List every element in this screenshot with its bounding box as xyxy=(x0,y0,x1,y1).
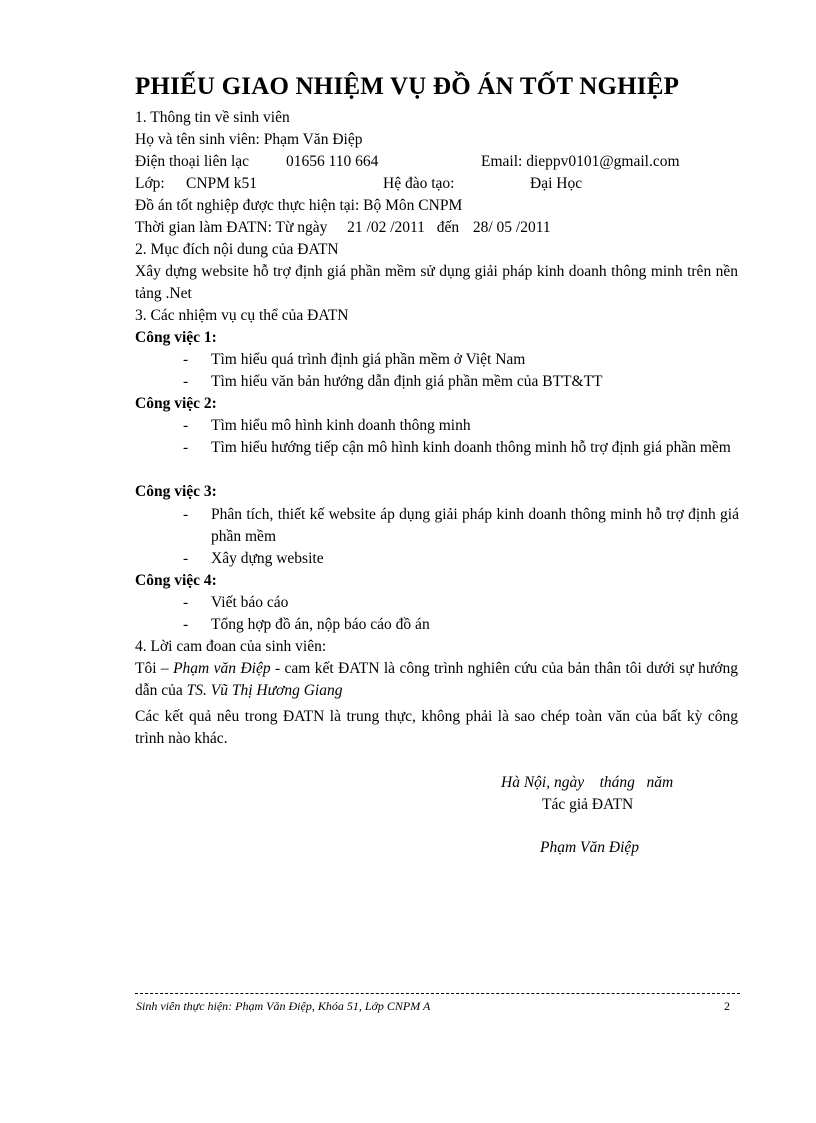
bullet-dash: - xyxy=(183,439,189,456)
task4-item2: Tổng hợp đồ án, nộp báo cáo đồ án xyxy=(211,616,430,633)
bullet-dash: - xyxy=(183,616,189,633)
section2-heading: 2. Mục đích nội dung của ĐATN xyxy=(135,241,339,258)
commitment-paragraph xyxy=(135,658,738,702)
commitment-text-a: Tôi – xyxy=(135,660,174,677)
task4-item1: Viết báo cáo xyxy=(211,594,289,611)
bullet-dash: - xyxy=(183,373,189,390)
bullet-dash: - xyxy=(183,550,189,567)
email-line: Email: dieppv0101@gmail.com xyxy=(481,153,680,170)
author-signature-name: Phạm Văn Điệp xyxy=(540,839,640,856)
task2-item1: Tìm hiểu mô hình kinh doanh thông minh xyxy=(211,417,471,434)
task1-item2: Tìm hiểu văn bản hướng dẫn định giá phần mềm của BTT&TT xyxy=(211,373,603,390)
task3-label: Công việc 3: xyxy=(135,483,217,500)
footer-text: Sinh viên thực hiện: Phạm Văn Điệp, Khóa 51, Lớp CNPM A xyxy=(136,999,431,1013)
bullet-dash: - xyxy=(183,594,189,611)
date-line: Hà Nội, ngày tháng năm xyxy=(501,774,674,791)
task1-item1: Tìm hiểu quá trình định giá phần mềm ở Việt Nam xyxy=(211,351,526,368)
task2-label: Công việc 2: xyxy=(135,395,217,412)
task4-label: Công việc 4: xyxy=(135,572,217,589)
footer-divider xyxy=(135,993,740,994)
honesty-paragraph: Các kết quả nêu trong ĐATN là trung thực, không phải là sao chép toàn văn của bất kỳ công trình nào khác. xyxy=(135,708,738,747)
task3-item2: Xây dựng website xyxy=(211,550,324,567)
time-to: 28/ 05 /2011 xyxy=(472,219,551,236)
page-number: 2 xyxy=(724,999,730,1013)
phone-value: 01656 110 664 xyxy=(286,153,379,170)
commitment-text-b: - cam kết ĐATN là công trình nghiên cứu của bản thân tôi dưới sự hướng dẫn của xyxy=(135,660,738,699)
time-line xyxy=(135,218,551,238)
training-label: Hệ đào tạo: xyxy=(383,175,455,192)
bullet-dash: - xyxy=(183,351,189,368)
page-title: PHIẾU GIAO NHIỆM VỤ ĐỒ ÁN TỐT NGHIỆP xyxy=(135,73,680,100)
time-prefix: Thời gian làm ĐATN: Từ ngày xyxy=(135,219,328,236)
bullet-dash: - xyxy=(183,417,189,434)
author-role: Tác giả ĐATN xyxy=(542,796,634,813)
section2-text: Xây dựng website hỗ trợ định giá phần mềm sử dụng giải pháp kinh doanh thông minh trên nền tảng .Net xyxy=(135,263,738,302)
phone-label: Điện thoại liên lạc xyxy=(135,153,250,170)
class-value: CNPM k51 xyxy=(186,175,258,192)
section4-heading: 4. Lời cam đoan của sinh viên: xyxy=(135,638,327,655)
section1-heading: 1. Thông tin về sinh viên xyxy=(135,109,290,126)
student-name-italic: Phạm văn Điệp xyxy=(173,660,271,677)
advisor-name: TS. Vũ Thị Hương Giang xyxy=(186,682,343,699)
class-label: Lớp: xyxy=(135,175,165,192)
task3-item1: Phân tích, thiết kế website áp dụng giải pháp kinh doanh thông minh hỗ trợ định giá phần mềm xyxy=(211,506,739,545)
section3-heading: 3. Các nhiệm vụ cụ thể của ĐATN xyxy=(135,307,349,324)
training-value: Đại Học xyxy=(530,175,583,192)
student-name-line: Họ và tên sinh viên: Phạm Văn Điệp xyxy=(135,131,363,148)
time-from: 21 /02 /2011 xyxy=(347,219,425,236)
location-line: Đồ án tốt nghiệp được thực hiện tại: Bộ Môn CNPM xyxy=(135,197,463,214)
task1-label: Công việc 1: xyxy=(135,329,217,346)
time-mid: đến xyxy=(436,219,460,236)
task2-item2: Tìm hiểu hướng tiếp cận mô hình kinh doanh thông minh hỗ trợ định giá phần mềm xyxy=(211,439,731,456)
bullet-dash: - xyxy=(183,506,189,523)
